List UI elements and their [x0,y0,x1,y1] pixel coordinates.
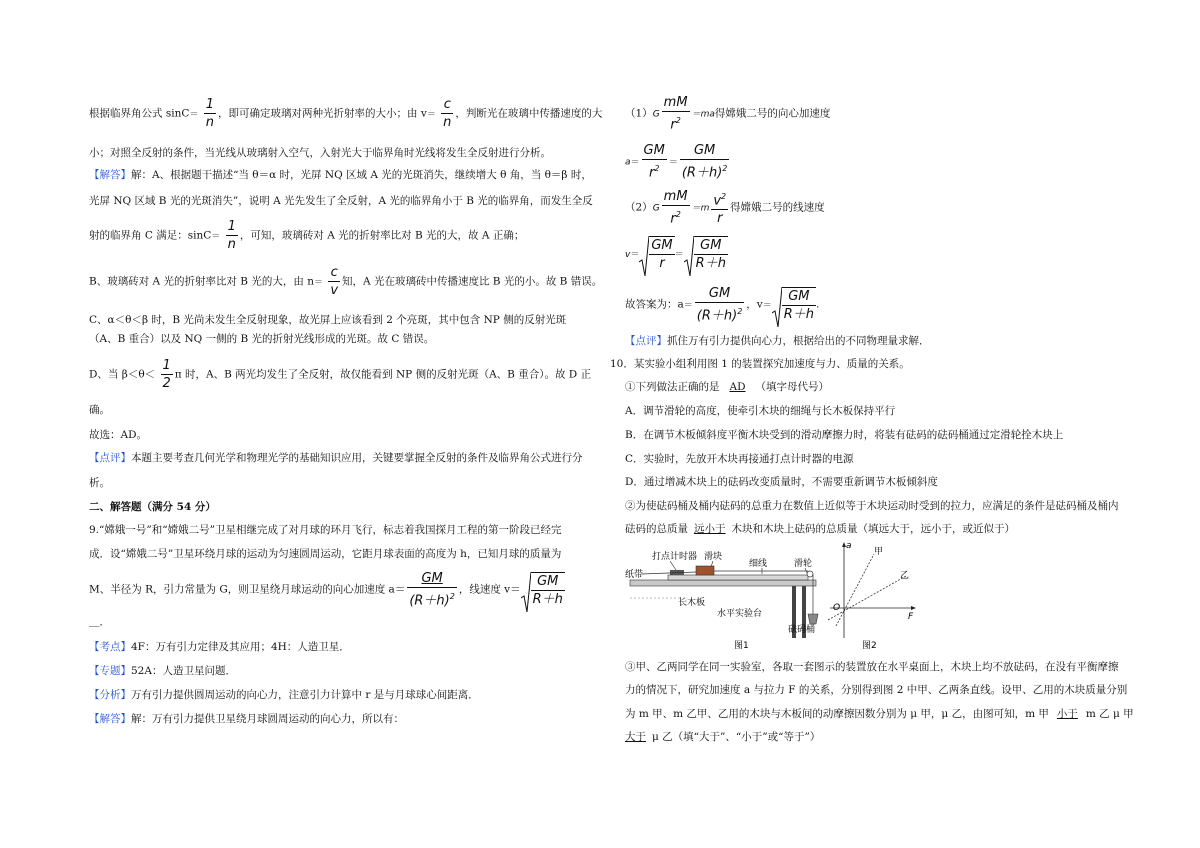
option-d: D．通过增减木块上的砝码改变质量时，不需要重新调节木板倾斜度 [625,476,938,488]
dianping-tag: 【点评】 [625,335,667,347]
fenxi-tag: 【分析】 [89,689,131,701]
text: 解：A、根据题干描述“当 θ＝α 时，光屏 NQ 区域 A 光的光斑消失，继续增大 θ 角，当 θ＝β 时， [131,169,592,181]
text: 知，A 光在玻璃砖中传播速度比 B 光的小。故 B 错误。 [342,275,603,288]
line-critical-angle: 根据临界角公式 sinC＝ $\frac{1}{n}$ ，即可确定玻璃对两种光折射率的大小；由 v＝ $\frac{c}{n}$ ，判断光在玻璃中传播速度的大 [89,97,603,130]
fraction-1-over-n: $\frac{1}{n}$ [205,97,215,130]
text: 为 m 甲、m 乙甲、乙用的木块与木板间的动摩擦因数分别为 μ 甲，μ 乙，由图可知，m 甲 [625,708,1049,720]
text: （1） [625,107,653,120]
text: 得嫦娥二号的线速度 [730,201,825,214]
equation-line-1: （1）G $\frac{mM}{r^2}$ ＝ma得嫦娥二号的向心加速度 [625,95,831,133]
line: ＿． [89,616,110,628]
line-dianping [89,451,583,465]
option-b: B．在调节木板倾斜度平衡木块受到的滑动摩擦力时，将装有砝码的砝码桶通过定滑轮拴木块上 [625,429,1064,441]
text: 本题主要考查几何光学和物理光学的基础知识应用，关键要掌握全反射的条件及临界角公式进行分 [131,452,583,464]
fraction-gm-over-rh2: $\frac{GM}{(R+h)^2}$ [409,571,455,609]
label-tape: 纸带 [625,570,644,580]
line-option-b: B、玻璃砖对 A 光的折射率比对 B 光的大，由 n＝ $\frac{c}{v}$ 知，A 光在玻璃砖中传播速度比 B 光的小。故 B 错误。 [89,265,603,298]
option-a: A．调节滑轮的高度，使牵引木块的细绳与长木板保持平行 [625,405,896,417]
axis-f-label: F [908,612,914,622]
label-table: 水平实验台 [717,609,763,619]
figure-2-graph [822,538,922,654]
question-9-line: 成．设“嫦娥二号”卫星环绕月球的运动为匀速圆周运动，它距月球表面的高度为 h，已知月球的质量为 [89,548,562,560]
equation-line-2: （2）G $\frac{mM}{r^2}$ ＝m $\frac{v^2}{r}$ 得嫦娥二号的线速度 [625,189,825,227]
sqrt-gm-over-rh: $\frac{GM}{R+h}$ [521,572,565,608]
question-10-part-2: ②为使砝码桶及桶内砝码的总重力在数值上近似等于木块运动时受到的拉力，应满足的条件是砝码桶及桶内 [625,500,1119,512]
fraction-gm-over-rh2: $\frac{GM}{(R+h)^2}$ [696,286,743,324]
answer-blank: 大于 [625,731,646,743]
text: v [625,250,631,260]
label-pulley: 滑轮 [794,559,813,569]
kaodian-tag: 【考点】 [89,641,131,653]
equation-v: v＝ $\frac{GM}{r}$ ＝ $\frac{GM}{R+h}$ [625,236,728,272]
text: B、玻璃砖对 A 光的折射率比对 B 光的大，由 n [89,275,314,288]
dianping-tag: 【点评】 [89,452,131,464]
text: 根据临界角公式 sinC [89,107,190,120]
option-c: C．实验时，先放开木块再接通打点计时器的电源 [625,453,854,465]
text: ，v [746,298,763,311]
question-10-line: 10．某实验小组利用图 1 的装置探究加速度与力、质量的关系。 [610,358,910,370]
question-10-part-3-blanks [625,707,1134,721]
text: 抓住万有引力提供向心力，根据给出的不同物理量求解． [667,335,930,347]
label-timer: 打点计时器 [652,552,698,562]
right-column [600,0,1200,848]
label-board: 长木板 [678,598,706,608]
text: 得嫦娥二号的向心加速度 [714,107,831,120]
text: a [625,157,631,168]
text: （填字母代号） [755,381,830,393]
line-sinc: 射的临界角 C 满足：sinC＝ $\frac{1}{n}$ ，可知，玻璃砖对 A 光的折射率比对 B 光的大，故 A 正确； [89,219,525,252]
fraction-mm-over-r2: $\frac{mM}{r^2}$ [663,189,688,227]
fraction-c-over-n: $\frac{c}{n}$ [443,97,452,130]
dianping-line [625,334,930,348]
text: 砝码的总质量 [625,523,688,535]
text: 故答案为：a [625,298,684,311]
text: M、半径为 R，引力常量为 G，则卫星绕月球运动的向心加速度 a＝ [89,583,406,596]
figure-1-caption: 图1 [734,641,749,651]
line-jia-label: 甲 [874,547,884,557]
question-9-line: 9.“嫦娥一号”和“嫦娥二号”卫星相继完成了对月球的环月飞行，标志着我国探月工程的第一阶段已经完 [89,524,562,536]
text: 解：万有引力提供卫星绕月球圆周运动的向心力，所以有： [131,713,404,725]
text: 射的临界角 C 满足：sinC [89,229,212,242]
zhuanti-line [89,664,236,678]
answer-line: 故答案为：a＝ $\frac{GM}{(R+h)^2}$ ，v＝ $\frac{GM}{R+h}$ . [625,285,819,324]
text: （2） [625,201,653,214]
answer-blank: 远小于 [694,523,726,535]
line: （A、B 重合）以及 NQ 一侧的 B 光的折射光线形成的光斑。故 C 错误。 [89,333,435,345]
section-heading: 二、解答题（满分 54 分） [89,501,216,513]
line: 小；对照全反射的条件，当光线从玻璃射入空气，入射光大于临界角时光线将发生全反射进行分析。 [89,147,551,159]
text: D、当 β＜θ＜ [89,368,156,381]
fraction-gm-over-r2: $\frac{GM}{r^2}$ [643,143,665,181]
jieda-line [89,712,404,726]
text: m 乙 μ 甲 [1085,708,1134,720]
figure-1-apparatus [622,542,822,654]
fenxi-line [89,688,479,702]
text: ，判断光在玻璃中传播速度的大 [455,107,603,120]
jieda-tag: 【解答】 [89,169,131,181]
answer-blank: AD [729,381,746,393]
text: 万有引力提供圆周运动的向心力，注意引力计算中 r 是与月球球心间距离． [131,689,479,701]
text: ，可知，玻璃砖对 A 光的折射率比对 B 光的大，故 A 正确； [239,229,525,242]
question-10-part-1 [625,380,829,394]
figure-2-caption: 图2 [862,641,877,651]
text: 52A：人造卫星问题． [131,665,236,677]
text: ，线速度 v＝ [458,583,521,596]
answer-blank: 小于 [1056,708,1078,720]
label-string: 细线 [749,559,768,569]
line-yi-label: 乙 [900,571,910,581]
line: C、α＜θ＜β 时，B 光尚未发生全反射现象，故光屏上应该看到 2 个亮斑，其中包含 NP 侧的反射光斑 [89,314,567,326]
fraction-v2-over-r: $\frac{v^2}{r}$ [713,192,727,227]
line: 确。 [89,404,110,416]
line: 析。 [89,477,110,489]
sqrt-gm-over-r: $\frac{GM}{r}$ [639,236,674,272]
fraction-mm-over-r2: $\frac{mM}{r^2}$ [663,95,688,133]
question-9-blanks [89,570,565,609]
fraction-1-over-n: $\frac{1}{n}$ [227,219,236,252]
sqrt-gm-over-rh: $\frac{GM}{R+h}$ [772,287,816,323]
jieda-tag: 【解答】 [89,713,131,725]
fraction-c-over-v: $\frac{c}{v}$ [330,265,339,298]
question-10-part-3: 力的情况下，研究加速度 a 与拉力 F 的关系，分别得到图 2 中甲、乙两条直线。设甲、乙用的木块质量分别 [625,684,1128,696]
question-10-part-2-blank [625,522,1015,536]
line-jieda [89,168,592,182]
text: ①下列做法正确的是 [625,381,720,393]
text: μ 乙（填“大于”、“小于”或“等于”） [652,731,821,743]
text: 4F：万有引力定律及其应用；4H：人造卫星． [131,641,350,653]
axis-a-label: a [846,541,852,551]
line-option-d [89,357,591,392]
sqrt-gm-over-rh: $\frac{GM}{R+h}$ [684,236,728,272]
question-10-part-3: ③甲、乙两同学在同一实验室，各取一套图示的装置放在水平桌面上，木块上均不放砝码，在没有平衡摩擦 [625,661,1119,673]
line: 光屏 NQ 区域 B 光的光斑消失”，说明 A 光先发生了全反射，A 光的临界角小于 B 光的临界角，而发生全反 [89,195,593,207]
fraction-gm-over-rh2: $\frac{GM}{(R+h)^2}$ [681,143,728,181]
question-10-part-3-blanks [625,730,820,744]
origin-label: O [833,603,841,613]
zhuanti-tag: 【专题】 [89,665,131,677]
label-slider: 滑块 [704,552,723,562]
text: 木块和木块上砝码的总质量（填远大于，远小于，或近似于） [731,523,1015,535]
text: π 时，A、B 两光均发生了全反射，故仅能看到 NP 侧的反射光斑（A、B 重合）。故 D 正 [174,368,592,381]
equation-a: a＝ $\frac{GM}{r^2}$ ＝ $\frac{GM}{(R+h)^2}$ [625,143,728,181]
fraction-1-over-2: $\frac{1}{2}$ [162,358,171,391]
kaodian-line [89,640,350,654]
text: ，即可确定玻璃对两种光折射率的大小；由 v [218,107,427,120]
label-bucket: 砝码桶 [788,625,816,635]
line: 故选：AD。 [89,429,148,441]
